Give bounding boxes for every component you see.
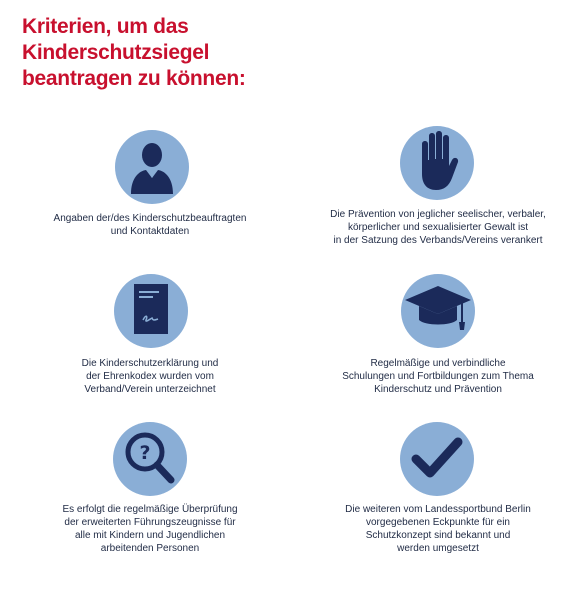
title-line-2: Kinderschutzsiegel bbox=[22, 41, 210, 64]
hand-stop-icon bbox=[398, 124, 476, 202]
title-line-1: Kriterien, um das bbox=[22, 15, 189, 38]
svg-text:?: ? bbox=[139, 442, 151, 464]
checkmark-icon bbox=[398, 420, 476, 498]
criterion-caption-5: Es erfolgt die regelmäßige Überprüfung der erweiterten Führungszeugnisse für alle mit Kindern und Jugendlichen arbeitenden Personen bbox=[62, 504, 238, 554]
person-icon bbox=[113, 128, 191, 206]
page-title bbox=[22, 14, 302, 92]
signed-document-icon bbox=[112, 272, 190, 350]
criterion-caption-2: Die Prävention von jeglicher seelischer, verbaler, körperlicher und sexualisierter Gewalt ist in der Satzung des Verbands/Vereins verankert bbox=[330, 209, 546, 246]
magnifier-question-icon bbox=[111, 420, 189, 498]
criterion-caption-1: Angaben der/des Kinderschutzbeauftragten und Kontaktdaten bbox=[53, 213, 247, 237]
criterion-caption-4: Regelmäßige und verbindliche Schulungen und Fortbildungen zum Thema Kinderschutz und Prävention bbox=[342, 358, 534, 395]
graduation-cap-icon bbox=[399, 272, 477, 350]
criterion-caption-6: Die weiteren vom Landessportbund Berlin vorgegebenen Eckpunkte für ein Schutzkonzept sind bekannt und werden umgesetzt bbox=[345, 504, 531, 554]
criterion-caption-3: Die Kinderschutzerklärung und der Ehrenkodex wurden vom Verband/Verein unterzeichnet bbox=[81, 358, 219, 395]
title-line-3: beantragen zu können: bbox=[22, 67, 246, 90]
